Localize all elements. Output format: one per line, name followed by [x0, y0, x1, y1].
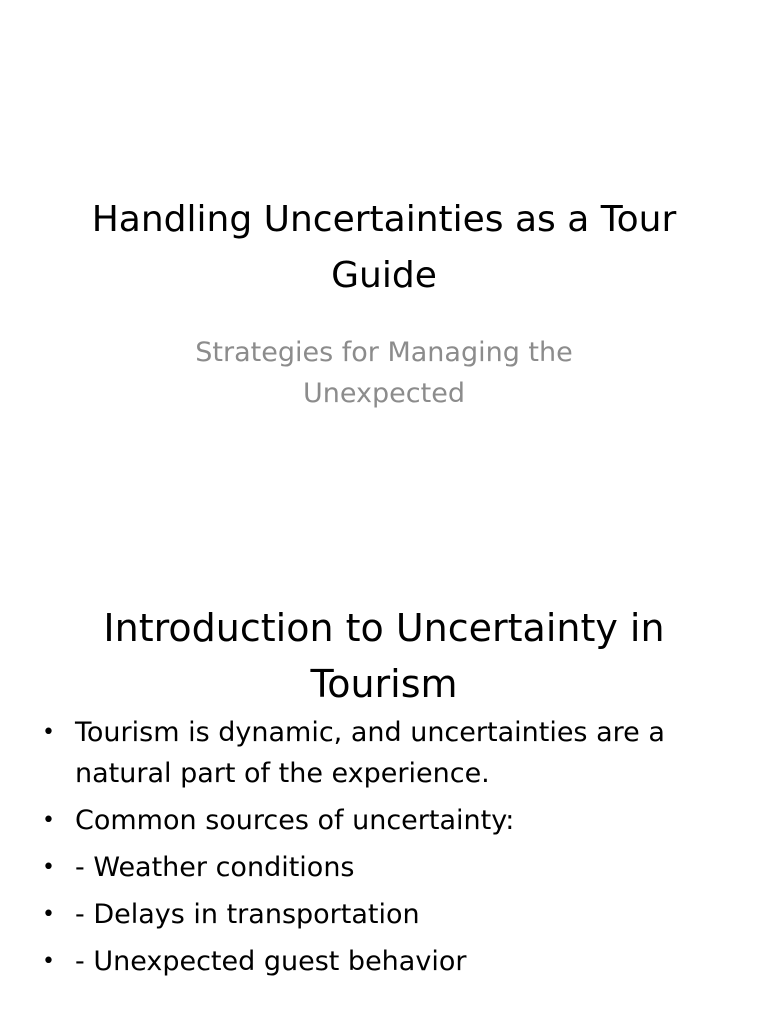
slide-title: Handling Uncertainties as a Tour Guide — [91, 199, 677, 296]
slide-title: Introduction to Uncertainty in Tourism — [103, 606, 665, 706]
bullet-icon: • — [42, 855, 55, 880]
bullet-item — [40, 894, 708, 935]
slide-subtitle: Strategies for Managing the Unexpected — [195, 337, 573, 409]
bullet-text: - Weather conditions — [75, 852, 355, 883]
bullet-icon: • — [42, 949, 55, 974]
bullet-icon: • — [42, 720, 55, 745]
bullet-item — [40, 712, 708, 794]
bullet-text: Tourism is dynamic, and uncertainties are a natural part of the experience. — [75, 717, 665, 789]
content-slide — [0, 512, 768, 1024]
bullet-icon: • — [42, 902, 55, 927]
bullet-text: Common sources of uncertainty: — [75, 805, 515, 836]
bullet-icon: • — [42, 808, 55, 833]
bullet-item — [40, 800, 708, 841]
bullet-text: - Unexpected guest behavior — [75, 946, 467, 977]
bullet-item — [40, 941, 708, 982]
bullet-text: - Delays in transportation — [75, 899, 420, 930]
bullet-item — [40, 847, 708, 888]
bullet-list — [40, 712, 708, 988]
